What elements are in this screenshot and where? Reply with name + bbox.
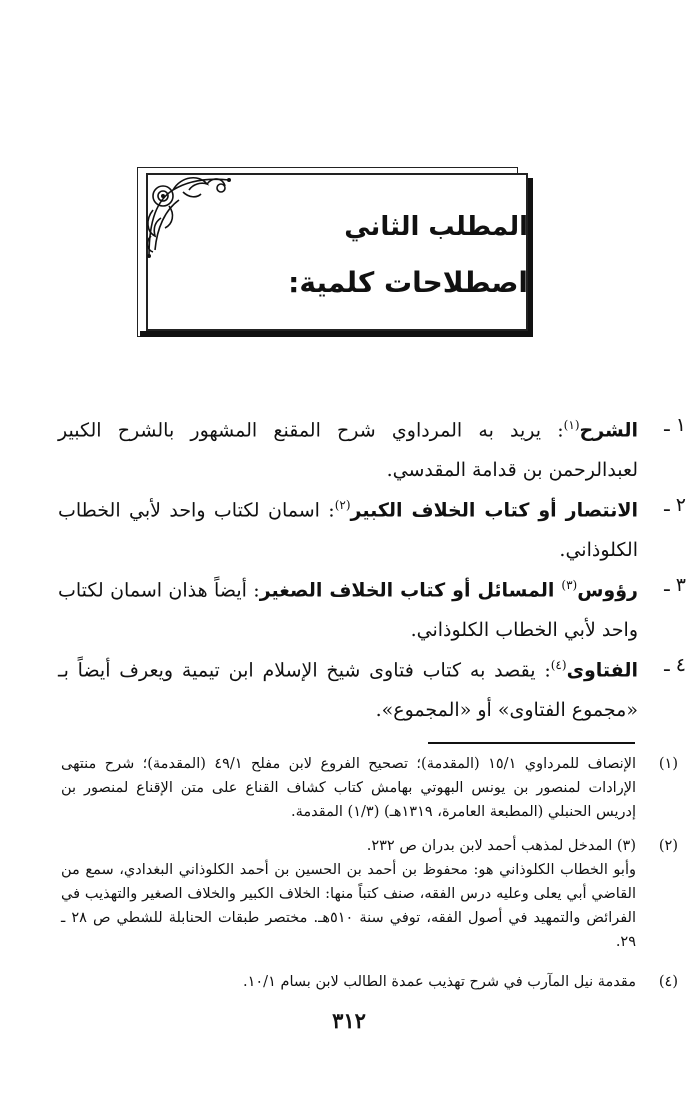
footnote <box>61 752 678 824</box>
item-number: ١ ـ <box>664 414 686 436</box>
title-frame-shadow-right <box>528 178 533 337</box>
footnote-ref[interactable]: (٤) <box>550 658 567 672</box>
footnote-ref[interactable]: (٣) <box>561 578 578 592</box>
item-term: رؤوس <box>577 579 638 602</box>
list-item <box>58 645 686 730</box>
item-text: : يقصد به كتاب فتاوى شيخ الإسلام ابن تيمية ويعرف أيضاً بـ «مجموع الفتاوى» أو «المجموع». <box>58 659 638 722</box>
page-number: ٣١٢ <box>332 1008 366 1033</box>
footnote-ref[interactable]: (١) <box>563 418 580 432</box>
footnote-text: الإنصاف للمرداوي ١٥/١ (المقدمة)؛ تصحيح الفروع لابن مفلح ٤٩/١ (المقدمة)؛ شرح منتهى الإرادات لمنصور بن يونس البهوتي بهامش كتاب كشاف القناع على متن الإقناع لمنصور بن إدريس الحنبلي (المطبعة العامرة، ١٣١٩هـ) (١/٣) المقدمة. <box>61 756 637 820</box>
item-term: الانتصار أو كتاب الخلاف الكبير <box>350 499 638 522</box>
section-heading: المطلب الثاني <box>344 212 528 242</box>
title-frame-shadow-bottom <box>140 331 533 337</box>
footnote-ref[interactable]: (٢) <box>334 498 351 512</box>
item-term: الشرح <box>579 419 638 442</box>
footnote-number: (٢) <box>658 838 678 854</box>
item-number: ٢ ـ <box>664 494 686 516</box>
list-item <box>58 565 686 650</box>
footnote-text: مقدمة نيل المآرب في شرح تهذيب عمدة الطالب لابن بسام ١٠/١. <box>243 974 636 990</box>
footnote-continuation <box>61 858 636 954</box>
item-number: ٣ ـ <box>664 574 686 596</box>
item-term: الفتاوى <box>566 659 638 682</box>
footnote-number: (٤) <box>658 974 678 990</box>
footnote-text: (٣) المدخل لمذهب أحمد لابن بدران ص ٢٣٢. <box>366 838 636 854</box>
list-item <box>58 485 686 570</box>
footnote-text: وأبو الخطاب الكلوذاني هو: محفوظ بن أحمد بن الحسين بن أحمد الكلوذاني البغدادي، سمع من القاضي أبي يعلى وعليه درس الفقه، صنف كتباً منها: الخلاف الكبير والخلاف الصغير والتهذيب في الفرائض والتمهيد في أصول الفقه، توفي سنة ٥١٠هـ. مختصر طبقات الحنابلة للشطي ص ٢٨ ـ ٢٩. <box>61 862 637 950</box>
item-text: : اسمان لكتاب واحد لأبي الخطاب الكلوذاني. <box>58 499 638 562</box>
section-subheading: اصطلاحات كلمية: <box>288 266 528 299</box>
item-text: : يريد به المرداوي شرح المقنع المشهور بالشرح الكبير لعبدالرحمن بن قدامة المقدسي. <box>58 419 638 482</box>
footnote-number: (١) <box>658 756 678 772</box>
item-number: ٤ ـ <box>664 654 686 676</box>
item-text: : أيضاً هذان اسمان لكتاب واحد لأبي الخطاب الكلوذاني. <box>58 579 638 642</box>
item-term-continued: المسائل أو كتاب الخلاف الصغير <box>259 579 562 602</box>
footnote-separator <box>428 742 635 744</box>
footnote <box>61 970 678 994</box>
footnote <box>61 834 678 858</box>
list-item <box>58 405 686 490</box>
